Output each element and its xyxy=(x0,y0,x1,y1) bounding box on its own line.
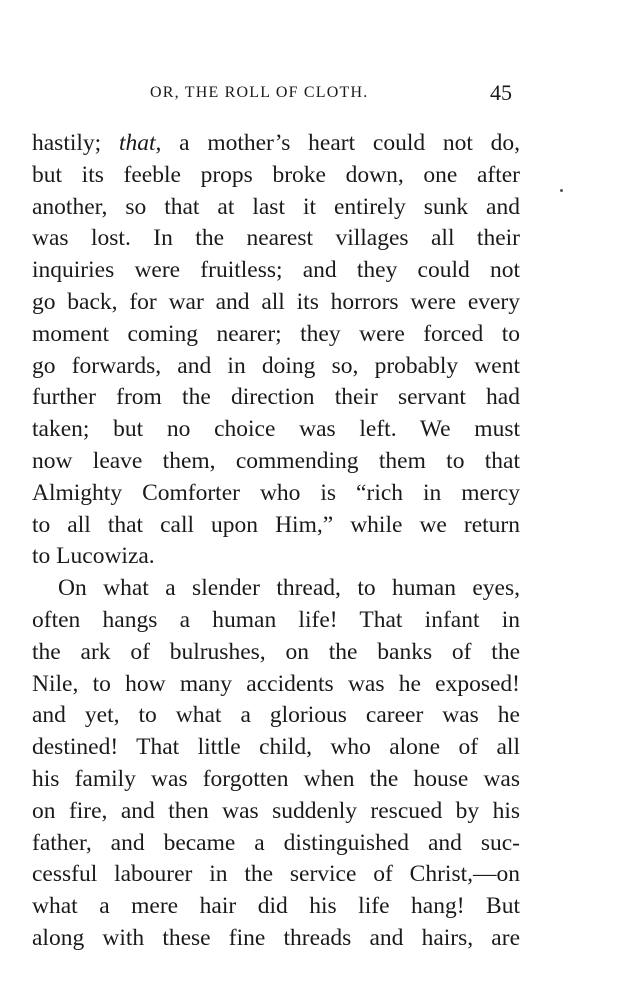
paragraph xyxy=(32,128,520,573)
text-line: but its feeble props broke down, one after xyxy=(32,161,520,188)
text-line: On what a slender thread, to human eyes, xyxy=(58,575,520,602)
text-line: inquiries were fruitless; and they could not xyxy=(32,257,520,284)
text-line: moment coming nearer; they were forced to xyxy=(32,320,520,347)
text-line: his family was forgotten when the house was xyxy=(32,765,520,792)
text-line: the ark of bulrushes, on the banks of the xyxy=(32,638,520,665)
text-line: to all that call upon Him,” while we return xyxy=(32,511,520,538)
text-line: to Lucowiza. xyxy=(32,543,155,570)
text-line: and yet, to what a glorious career was he xyxy=(32,702,520,729)
text-line: now leave them, commending them to that xyxy=(32,447,520,474)
text-line: cessful labourer in the service of Christ,—on xyxy=(32,861,520,888)
text-line: further from the direction their servant had xyxy=(32,384,520,411)
text-line xyxy=(32,128,520,160)
text-line: was lost. In the nearest villages all their xyxy=(32,225,520,252)
text-line: on fire, and then was suddenly rescued by his xyxy=(32,797,520,824)
text-line: destined! That little child, who alone of all xyxy=(32,734,520,761)
paragraph xyxy=(32,573,520,955)
text-line: what a mere hair did his life hang! But xyxy=(32,893,520,920)
page-number: 45 xyxy=(490,80,512,105)
body-text xyxy=(32,128,520,955)
text-line: another, so that at last it entirely sunk and xyxy=(32,193,520,220)
ink-speck xyxy=(560,189,563,192)
text-line: often hangs a human life! That infant in xyxy=(32,606,520,633)
text-line: go back, for war and all its horrors were every xyxy=(32,288,520,315)
italic-word: that xyxy=(118,130,156,156)
text-line: Almighty Comforter who is “rich in mercy xyxy=(32,479,520,506)
text-line: taken; but no choice was left. We must xyxy=(32,416,520,443)
text-line: Nile, to how many accidents was he exposed! xyxy=(32,670,520,697)
text-fragment: hastily; xyxy=(32,130,119,156)
text-fragment: , a mother’s heart could not do, xyxy=(155,130,520,156)
text-line: go forwards, and in doing so, probably went xyxy=(32,352,520,379)
text-line: along with these fine threads and hairs, are xyxy=(32,924,520,951)
running-title: OR, THE ROLL OF CLOTH. xyxy=(150,84,369,101)
text-line: father, and became a distinguished and suc- xyxy=(32,829,520,856)
